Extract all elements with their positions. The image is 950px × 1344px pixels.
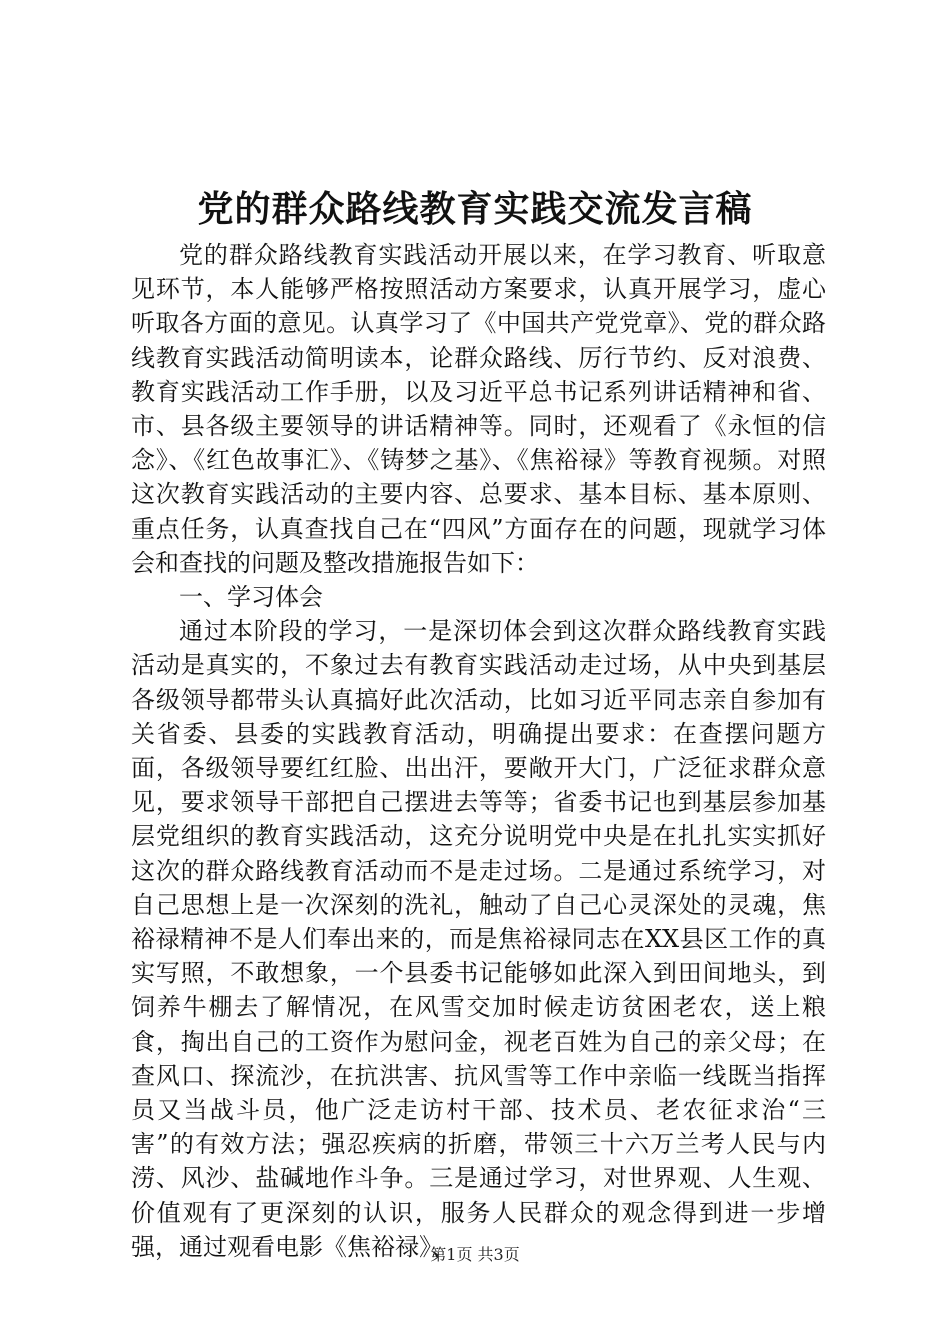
document-title: 党的群众路线教育实践交流发言稿 <box>197 189 753 230</box>
document-body <box>131 238 826 1264</box>
section-heading-study: 一、学习体会 <box>179 583 323 612</box>
page-number-footer: 第1页 共3页 <box>430 1245 520 1264</box>
paragraph-study-experience: 通过本阶段的学习，一是深切体会到这次群众路线教育实践活动是真实的，不象过去有教育实践活动走过场，从中央到基层各级领导都带头认真搞好此次活动，比如习近平同志亲自参加有关省委、县委的实践教育活动，明确提出要求：在查摆问题方面，各级领导要红红脸、出出汗，要敞开大门，广泛征求群众意见，要求领导干部把自己摆进去等等；省委书记也到基层参加基层党组织的教育实践活动，这充分说明党中央是在扎扎实实抓好这次的群众路线教育活动而不是走过场。二是通过系统学习，对自己思想上是一次深刻的洗礼，触动了自己心灵深处的灵魂，焦裕禄精神不是人们奉出来的，而是焦裕禄同志在XX县区工作的真实写照，不敢想象，一个县委书记能够如此深入到田间地头，到饲养牛棚去了解情况，在风雪交加时候走访贫困老农，送上粮食，掏出自己的工资作为慰问金，视老百姓为自己的亲父母；在查风口、探流沙，在抗洪害、抗风雪等工作中亲临一线既当指挥员又当战斗员，他广泛走访村干部、技术员、老农征求治“三害”的有效方法；强忍疾病的折磨，带领三十六万兰考人民与内涝、风沙、盐碱地作斗争。三是通过学习，对世界观、人生观、价值观有了更深刻的认识，服务人民群众的观念得到进一步增强，通过观看电影《焦裕禄》、 <box>131 617 826 1261</box>
paragraph-intro: 党的群众路线教育实践活动开展以来，在学习教育、听取意见环节，本人能够严格按照活动方案要求，认真开展学习，虚心听取各方面的意见。认真学习了《中国共产党党章》、党的群众路线教育实践活动简明读本，论群众路线、厉行节约、反对浪费、教育实践活动工作手册，以及习近平总书记系列讲话精神和省、市、县各级主要领导的讲话精神等。同时，还观看了《永恒的信念》、《红色故事汇》、《铸梦之基》、《焦裕禄》等教育视频。对照这次教育实践活动的主要内容、总要求、基本目标、基本原则、重点任务，认真查找自己在“四风”方面存在的问题，现就学习体会和查找的问题及整改措施报告如下： <box>131 241 826 577</box>
